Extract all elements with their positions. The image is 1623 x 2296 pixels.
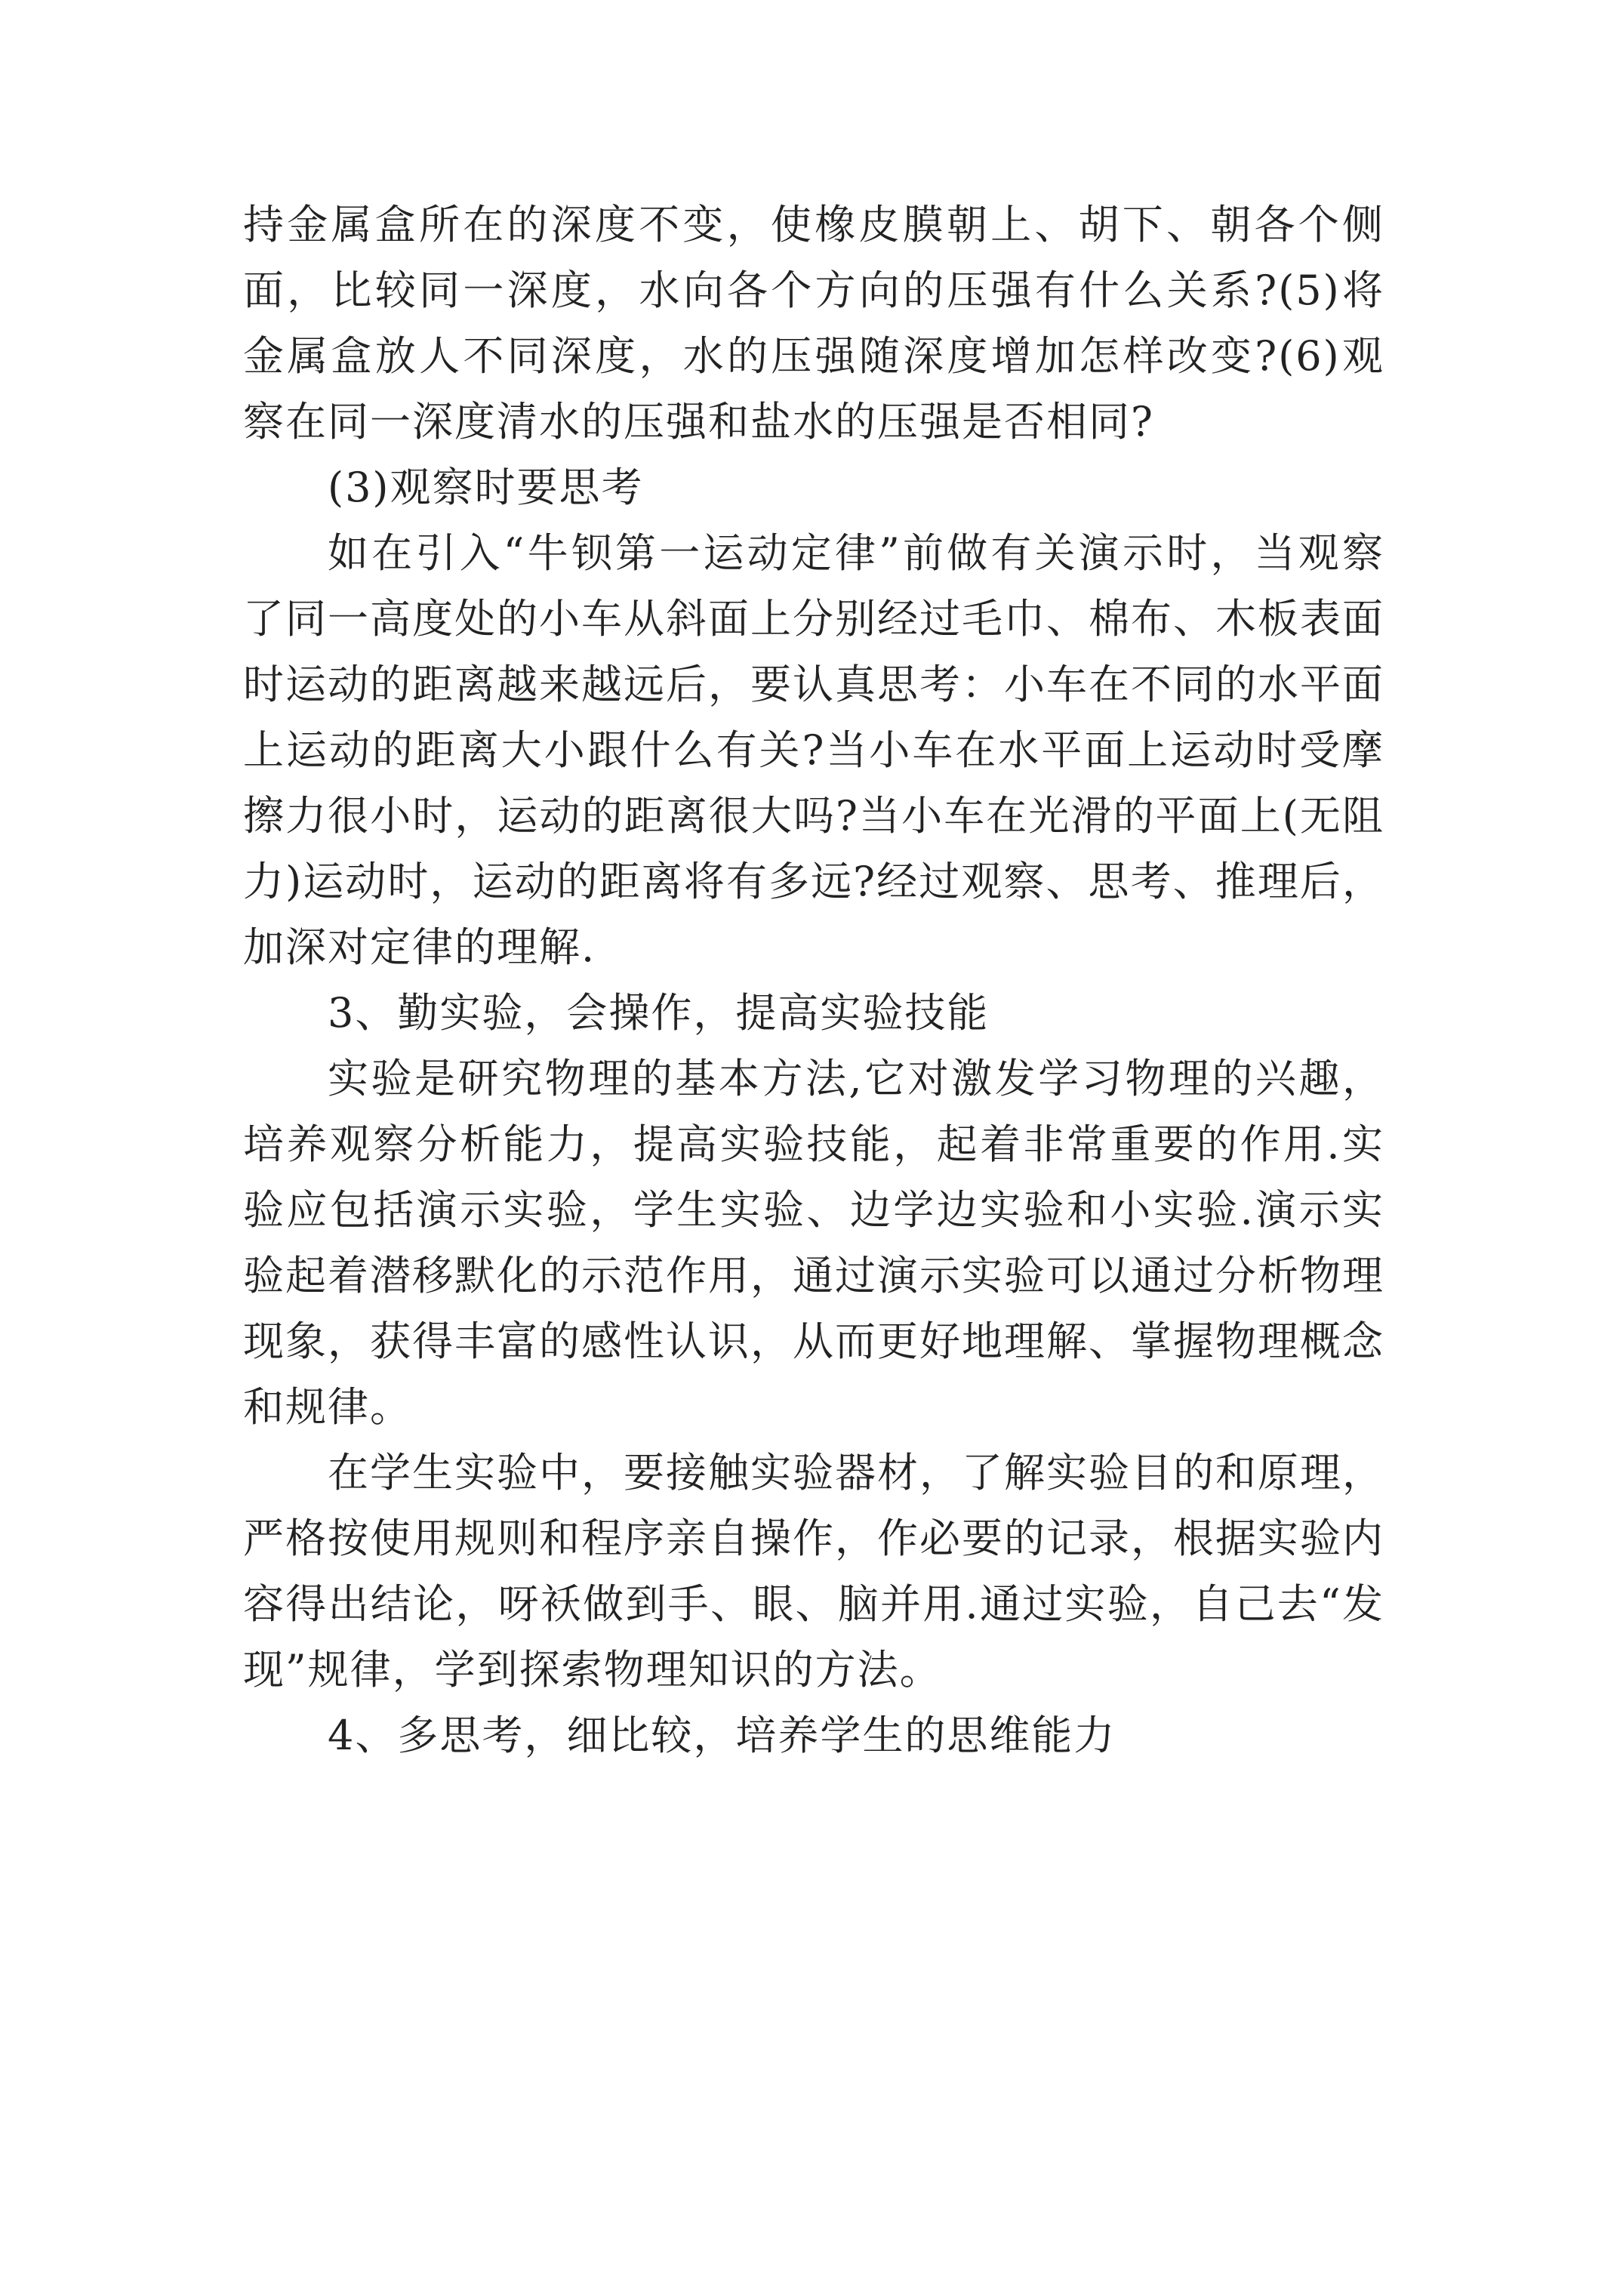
paragraph-continued: 持金属盒所在的深度不变，使橡皮膜朝上、胡下、朝各个侧面，比较同一深度，水向各个方向的压强有什么关系?(5)将金属盒放人不同深度，水的压强随深度增加怎样改变?(6)观察在同一深度清水的压强和盐水的压强是否相同? (243, 201, 1384, 445)
paragraph-newton-law-demo: 如在引入“牛钡第一运动定律”前做有关演示时，当观察了同一高度处的小车从斜面上分别经过毛巾、棉布、木板表面时运动的距离越来越远后，要认真思考：小车在不同的水平面上运动的距离大小跟什么有关?当小车在水平面上运动时受摩擦力很小时，运动的距离很大吗?当小车在光滑的平面上(无阻力)运动时，运动的距离将有多远?经过观察、思考、推理后，加深对定律的理解. (243, 529, 1384, 971)
paragraph-student-experiment: 在学生实验中，要接触实验器材，了解实验目的和原理，严格按使用规则和程序亲自操作，作必要的记录，根据实验内容得出结论，呀袄做到手、眼、脑并用.通过实验，自己去“发现”规律，学到探索物理知识的方法。 (243, 1449, 1384, 1693)
paragraph-experiment-method: 实验是研究物理的基本方法,它对激发学习物理的兴趣，培养观察分析能力，提高实验技能，起着非常重要的作用.实验应包括演示实验，学生实验、边学边实验和小实验.演示实验起着潜移默化的示范作用，通过演示实验可以通过分析物理现象，获得丰富的感性认识，从而更好地理解、掌握物理概念和规律。 (243, 1055, 1384, 1431)
body-text (243, 192, 1384, 1768)
paragraph-heading-experiment: 3、勤实验，会操作，提高实验技能 (328, 989, 990, 1037)
paragraph-heading-thinking: 4、多思考，细比较，培养学生的思维能力 (328, 1712, 1116, 1759)
paragraph-subheading-observe-think: (3)观察时要思考 (328, 464, 644, 511)
